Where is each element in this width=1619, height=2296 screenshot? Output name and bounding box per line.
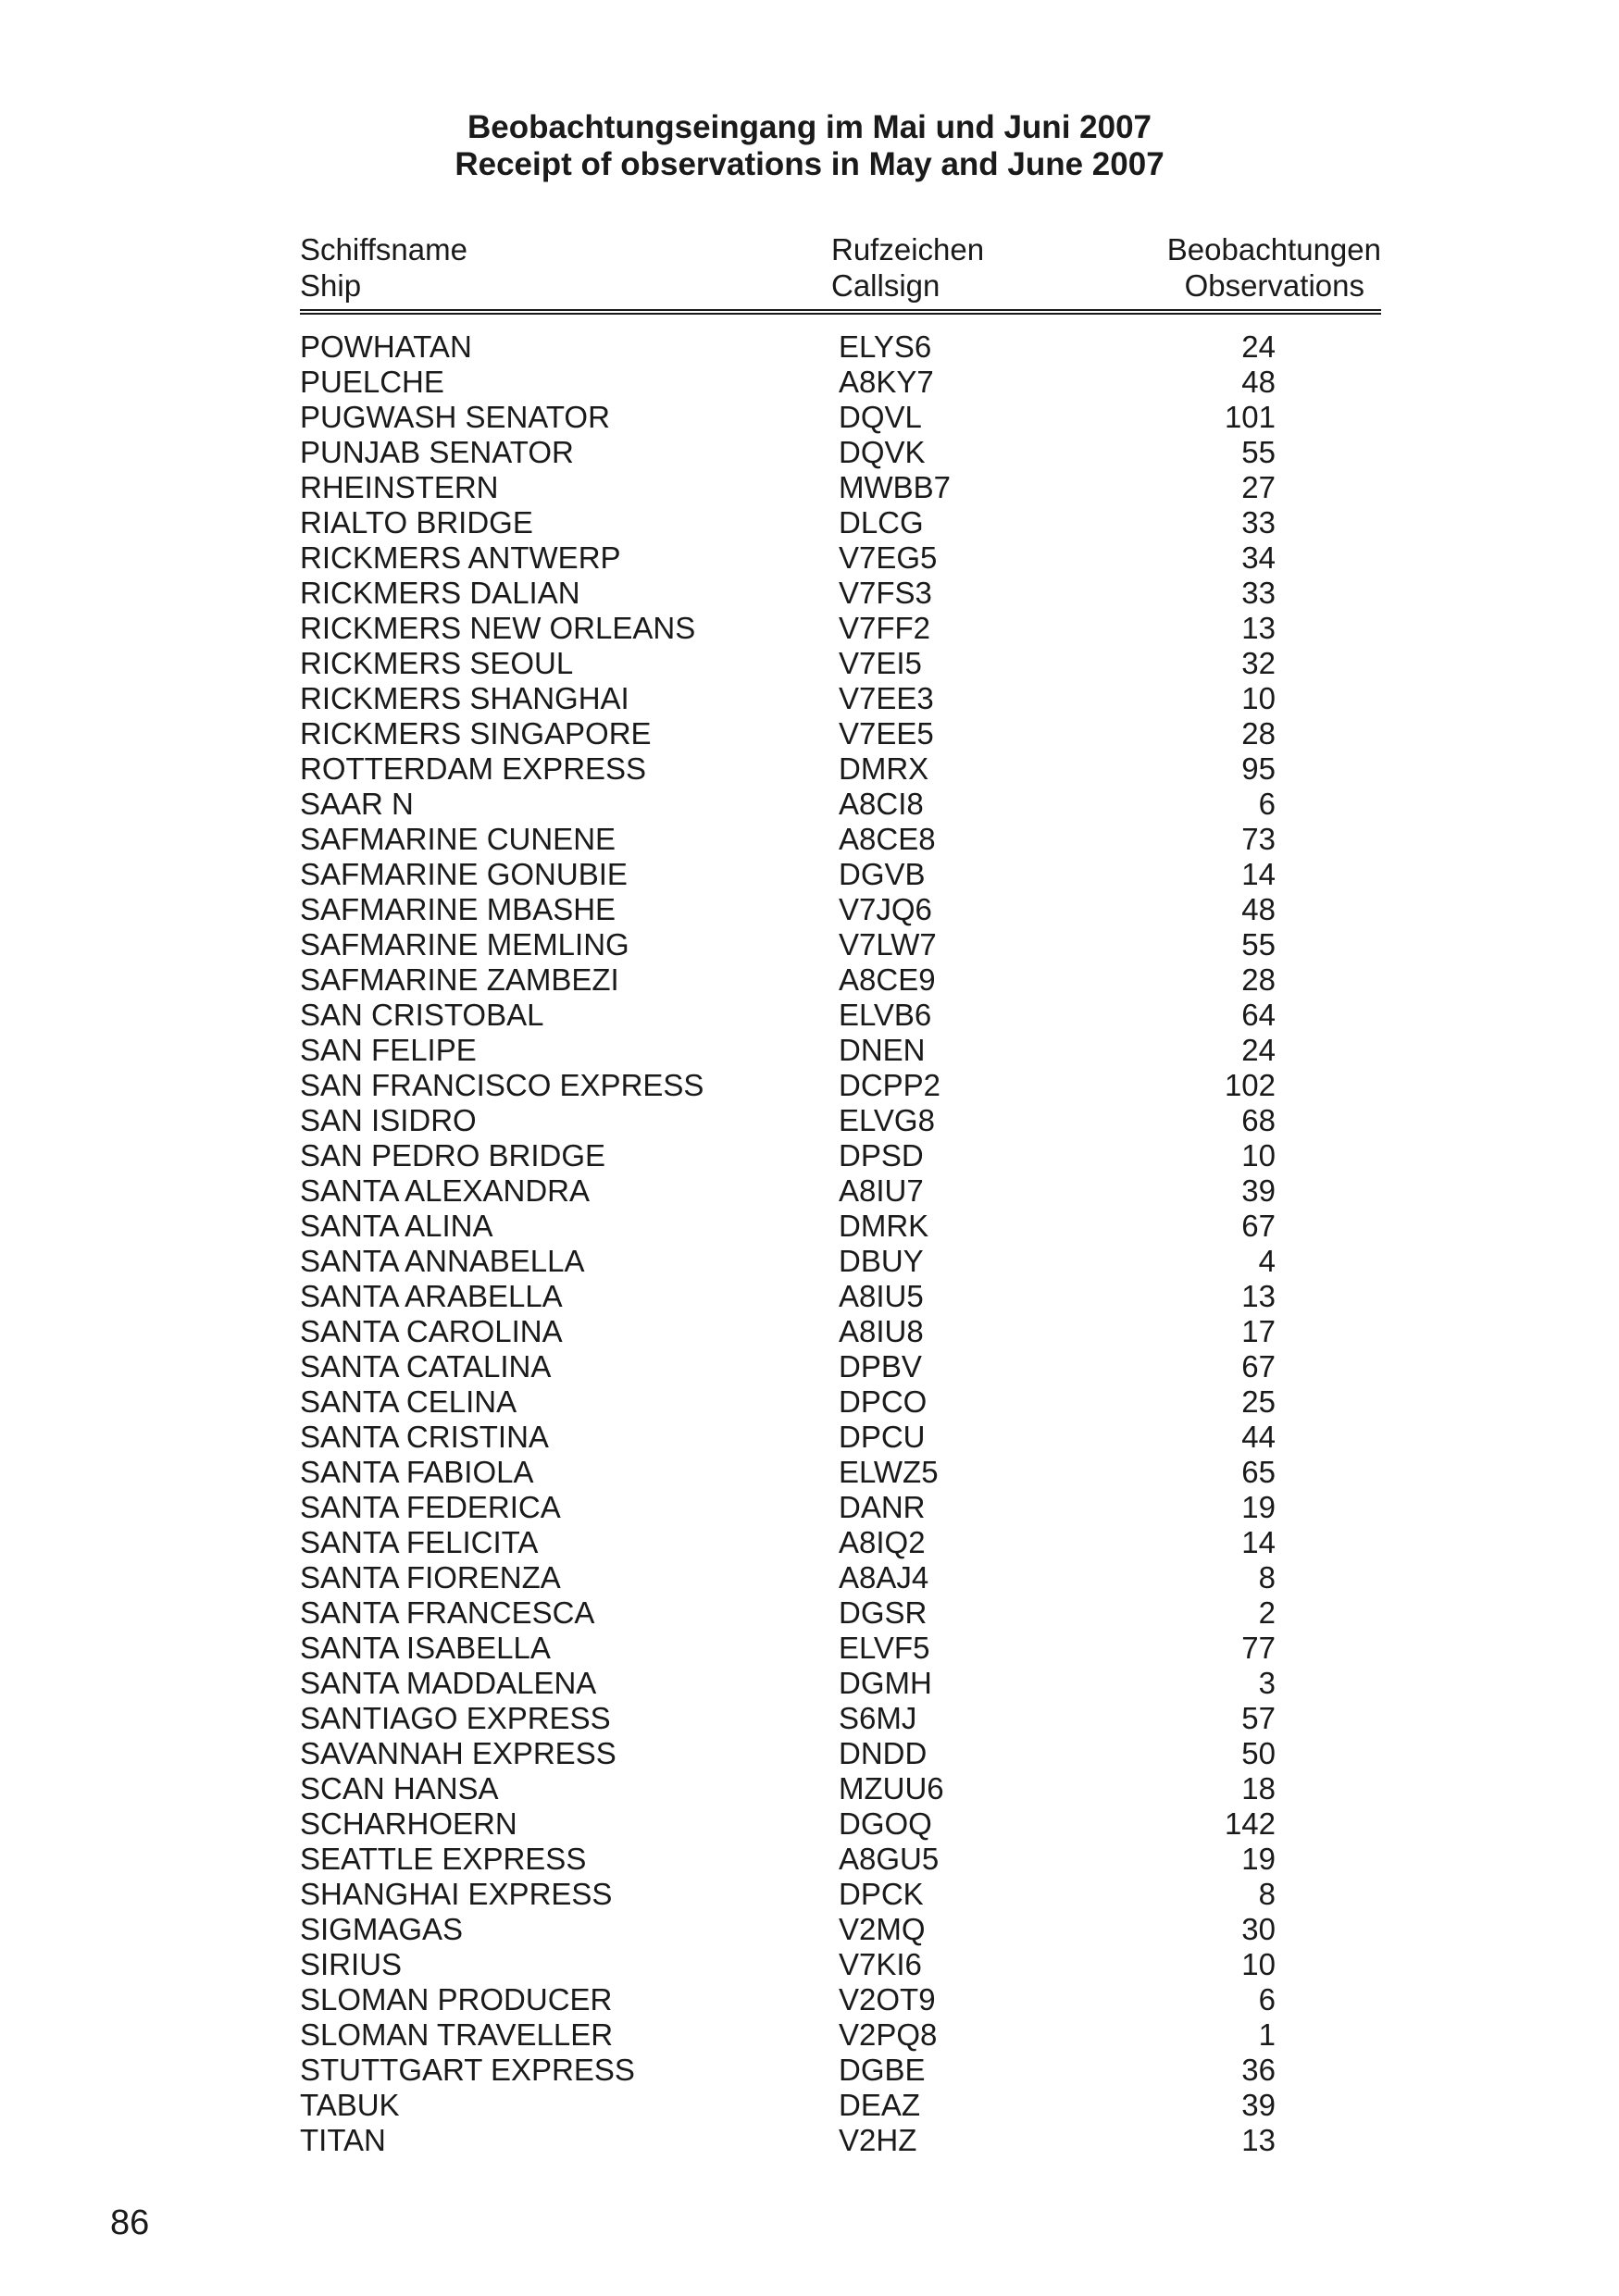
callsign-cell: DGVB bbox=[839, 857, 926, 891]
table-row bbox=[300, 1806, 1381, 1842]
callsign-cell: V7LW7 bbox=[839, 927, 937, 962]
table-row bbox=[300, 2017, 1381, 2053]
ship-name-cell: SANTA ANNABELLA bbox=[300, 1244, 585, 1278]
ship-name-cell: RICKMERS ANTWERP bbox=[300, 540, 621, 575]
table-row bbox=[300, 1736, 1381, 1771]
callsign-cell: A8CI8 bbox=[839, 787, 924, 821]
observations-cell: 19 bbox=[1241, 1490, 1276, 1524]
table-row bbox=[300, 787, 1381, 822]
table-row bbox=[300, 1138, 1381, 1173]
ship-name-cell: SANTA ISABELLA bbox=[300, 1631, 551, 1665]
callsign-cell: DCPP2 bbox=[839, 1068, 941, 1102]
observations-cell: 57 bbox=[1241, 1701, 1276, 1735]
header-row-german bbox=[300, 231, 1381, 267]
table-row bbox=[300, 1068, 1381, 1103]
observations-cell: 50 bbox=[1241, 1736, 1276, 1770]
table-row bbox=[300, 1420, 1381, 1455]
callsign-cell: DPBV bbox=[839, 1349, 922, 1384]
table-row bbox=[300, 1982, 1381, 2017]
ship-name-cell: SAFMARINE MEMLING bbox=[300, 927, 629, 962]
ship-name-cell: SANTA CELINA bbox=[300, 1384, 517, 1419]
callsign-cell: DGSR bbox=[839, 1595, 928, 1630]
callsign-cell: A8GU5 bbox=[839, 1842, 940, 1876]
observations-cell: 73 bbox=[1241, 822, 1276, 856]
callsign-cell: V2OT9 bbox=[839, 1982, 936, 2017]
ship-name-cell: PUELCHE bbox=[300, 365, 444, 399]
callsign-cell: A8CE8 bbox=[839, 822, 936, 856]
table-row bbox=[300, 1173, 1381, 1209]
table-row bbox=[300, 2123, 1381, 2158]
observations-cell: 13 bbox=[1241, 611, 1276, 645]
table-row bbox=[300, 822, 1381, 857]
callsign-cell: DEAZ bbox=[839, 2088, 921, 2122]
observations-cell: 2 bbox=[1258, 1595, 1276, 1630]
callsign-cell: DPSD bbox=[839, 1138, 924, 1173]
callsign-cell: V7KI6 bbox=[839, 1947, 922, 1981]
observations-cell: 27 bbox=[1241, 470, 1276, 504]
table-row bbox=[300, 2088, 1381, 2123]
observations-cell: 39 bbox=[1241, 1173, 1276, 1208]
table-row bbox=[300, 576, 1381, 611]
table-row bbox=[300, 1912, 1381, 1947]
table-row bbox=[300, 1947, 1381, 1982]
ship-name-cell: SAFMARINE CUNENE bbox=[300, 822, 616, 856]
callsign-cell: A8IU8 bbox=[839, 1314, 924, 1348]
callsign-cell: A8IU7 bbox=[839, 1173, 924, 1208]
callsign-cell: DQVL bbox=[839, 400, 922, 434]
observations-cell: 48 bbox=[1241, 365, 1276, 399]
ship-name-cell: SIGMAGAS bbox=[300, 1912, 464, 1946]
ship-name-cell: SANTIAGO EXPRESS bbox=[300, 1701, 611, 1735]
ship-name-cell: SANTA FIORENZA bbox=[300, 1560, 561, 1595]
observations-table bbox=[300, 231, 1381, 2158]
ship-name-cell: SIRIUS bbox=[300, 1947, 403, 1981]
observations-cell: 13 bbox=[1241, 2123, 1276, 2157]
ship-name-cell: SAN PEDRO BRIDGE bbox=[300, 1138, 606, 1173]
callsign-cell: V7EI5 bbox=[839, 646, 922, 680]
observations-cell: 48 bbox=[1241, 892, 1276, 926]
table-row bbox=[300, 962, 1381, 998]
callsign-cell: ELVG8 bbox=[839, 1103, 935, 1137]
observations-cell: 32 bbox=[1241, 646, 1276, 680]
table-row bbox=[300, 751, 1381, 787]
callsign-cell: DNDD bbox=[839, 1736, 928, 1770]
observations-cell: 1 bbox=[1258, 2017, 1276, 2052]
table-row bbox=[300, 998, 1381, 1033]
callsign-cell: DQVK bbox=[839, 435, 926, 469]
ship-name-cell: SANTA ALINA bbox=[300, 1209, 493, 1243]
header-callsign-en: Callsign bbox=[831, 268, 940, 303]
observations-cell: 14 bbox=[1241, 1525, 1276, 1559]
callsign-cell: A8AJ4 bbox=[839, 1560, 929, 1595]
table-row bbox=[300, 1560, 1381, 1595]
observations-cell: 13 bbox=[1241, 1279, 1276, 1313]
callsign-cell: ELYS6 bbox=[839, 329, 932, 364]
callsign-cell: V7FF2 bbox=[839, 611, 931, 645]
header-ship-de: Schiffsname bbox=[300, 232, 467, 267]
ship-name-cell: RIALTO BRIDGE bbox=[300, 505, 533, 540]
ship-name-cell: RHEINSTERN bbox=[300, 470, 499, 504]
observations-cell: 64 bbox=[1241, 998, 1276, 1032]
callsign-cell: V7EG5 bbox=[839, 540, 938, 575]
observations-cell: 34 bbox=[1241, 540, 1276, 575]
table-row bbox=[300, 857, 1381, 892]
ship-name-cell: SAN FELIPE bbox=[300, 1033, 477, 1067]
observations-cell: 142 bbox=[1224, 1806, 1276, 1841]
page-title-german: Beobachtungseingang im Mai und Juni 2007 bbox=[467, 109, 1152, 145]
ship-name-cell: RICKMERS DALIAN bbox=[300, 576, 580, 610]
ship-name-cell: SANTA ALEXANDRA bbox=[300, 1173, 591, 1208]
ship-name-cell: SANTA CRISTINA bbox=[300, 1420, 549, 1454]
table-row bbox=[300, 646, 1381, 681]
observations-cell: 101 bbox=[1224, 400, 1276, 434]
ship-name-cell: RICKMERS SHANGHAI bbox=[300, 681, 629, 715]
ship-name-cell: SCAN HANSA bbox=[300, 1771, 499, 1806]
ship-name-cell: SAFMARINE MBASHE bbox=[300, 892, 616, 926]
ship-name-cell: SEATTLE EXPRESS bbox=[300, 1842, 587, 1876]
callsign-cell: A8IQ2 bbox=[839, 1525, 926, 1559]
callsign-cell: V7EE3 bbox=[839, 681, 934, 715]
callsign-cell: MWBB7 bbox=[839, 470, 952, 504]
callsign-cell: DLCG bbox=[839, 505, 924, 540]
table-row bbox=[300, 1314, 1381, 1349]
table-row bbox=[300, 1033, 1381, 1068]
ship-name-cell: POWHATAN bbox=[300, 329, 472, 364]
ship-name-cell: SAVANNAH EXPRESS bbox=[300, 1736, 616, 1770]
ship-name-cell: TITAN bbox=[300, 2123, 386, 2157]
observations-cell: 65 bbox=[1241, 1455, 1276, 1489]
header-ship-en: Ship bbox=[300, 268, 362, 303]
callsign-cell: DPCU bbox=[839, 1420, 926, 1454]
ship-name-cell: RICKMERS NEW ORLEANS bbox=[300, 611, 696, 645]
table-row bbox=[300, 435, 1381, 470]
table-row bbox=[300, 365, 1381, 400]
observations-cell: 55 bbox=[1241, 927, 1276, 962]
table-row bbox=[300, 927, 1381, 962]
table-row bbox=[300, 505, 1381, 540]
observations-cell: 17 bbox=[1241, 1314, 1276, 1348]
callsign-cell: V2PQ8 bbox=[839, 2017, 938, 2052]
observations-cell: 67 bbox=[1241, 1349, 1276, 1384]
table-row bbox=[300, 1842, 1381, 1877]
callsign-cell: V7EE5 bbox=[839, 716, 934, 751]
callsign-cell: V7JQ6 bbox=[839, 892, 932, 926]
ship-name-cell: SANTA CAROLINA bbox=[300, 1314, 563, 1348]
observations-cell: 102 bbox=[1224, 1068, 1276, 1102]
observations-cell: 24 bbox=[1241, 1033, 1276, 1067]
table-row bbox=[300, 470, 1381, 505]
ship-name-cell: PUNJAB SENATOR bbox=[300, 435, 574, 469]
table-row bbox=[300, 1490, 1381, 1525]
observations-cell: 30 bbox=[1241, 1912, 1276, 1946]
observations-cell: 10 bbox=[1241, 1947, 1276, 1981]
ship-name-cell: SANTA MADDALENA bbox=[300, 1666, 597, 1700]
ship-name-cell: RICKMERS SEOUL bbox=[300, 646, 574, 680]
table-row bbox=[300, 1279, 1381, 1314]
observations-cell: 24 bbox=[1241, 329, 1276, 364]
table-row bbox=[300, 1384, 1381, 1420]
observations-cell: 68 bbox=[1241, 1103, 1276, 1137]
observations-cell: 4 bbox=[1258, 1244, 1276, 1278]
observations-cell: 10 bbox=[1241, 681, 1276, 715]
ship-name-cell: ROTTERDAM EXPRESS bbox=[300, 751, 647, 786]
observations-cell: 67 bbox=[1241, 1209, 1276, 1243]
callsign-cell: A8KY7 bbox=[839, 365, 934, 399]
observations-cell: 8 bbox=[1258, 1877, 1276, 1911]
table-row bbox=[300, 1631, 1381, 1666]
ship-name-cell: SANTA FABIOLA bbox=[300, 1455, 534, 1489]
ship-name-cell: PUGWASH SENATOR bbox=[300, 400, 610, 434]
ship-name-cell: SANTA ARABELLA bbox=[300, 1279, 563, 1313]
observations-cell: 19 bbox=[1241, 1842, 1276, 1876]
header-observations-de: Beobachtungen bbox=[1166, 232, 1381, 267]
table-row bbox=[300, 1103, 1381, 1138]
observations-cell: 28 bbox=[1241, 716, 1276, 751]
callsign-cell: DGOQ bbox=[839, 1806, 932, 1841]
ship-name-cell: TABUK bbox=[300, 2088, 400, 2122]
observations-cell: 36 bbox=[1241, 2053, 1276, 2087]
ship-name-cell: SHANGHAI EXPRESS bbox=[300, 1877, 613, 1911]
table-row bbox=[300, 329, 1381, 365]
callsign-cell: DBUY bbox=[839, 1244, 924, 1278]
observations-cell: 6 bbox=[1258, 787, 1276, 821]
table-row bbox=[300, 1666, 1381, 1701]
table-body bbox=[300, 329, 1381, 2158]
header-observations-en: Observations bbox=[1184, 268, 1364, 303]
page-title-english: Receipt of observations in May and June 2007 bbox=[455, 146, 1164, 182]
table-row bbox=[300, 611, 1381, 646]
observations-cell: 10 bbox=[1241, 1138, 1276, 1173]
callsign-cell: A8CE9 bbox=[839, 962, 936, 997]
callsign-cell: ELVF5 bbox=[839, 1631, 930, 1665]
ship-name-cell: SAAR N bbox=[300, 787, 414, 821]
observations-cell: 6 bbox=[1258, 1982, 1276, 2017]
observations-cell: 3 bbox=[1258, 1666, 1276, 1700]
table-row bbox=[300, 1525, 1381, 1560]
ship-name-cell: SLOMAN TRAVELLER bbox=[300, 2017, 614, 2052]
callsign-cell: DPCK bbox=[839, 1877, 924, 1911]
table-row bbox=[300, 400, 1381, 435]
callsign-cell: V2HZ bbox=[839, 2123, 917, 2157]
observations-cell: 33 bbox=[1241, 505, 1276, 540]
table-row bbox=[300, 1771, 1381, 1806]
observations-cell: 55 bbox=[1241, 435, 1276, 469]
table-row bbox=[300, 892, 1381, 927]
callsign-cell: DMRX bbox=[839, 751, 929, 786]
observations-cell: 25 bbox=[1241, 1384, 1276, 1419]
header-row-english bbox=[300, 267, 1381, 304]
table-row bbox=[300, 1244, 1381, 1279]
table-row bbox=[300, 1349, 1381, 1384]
callsign-cell: DPCO bbox=[839, 1384, 928, 1419]
callsign-cell: DGMH bbox=[839, 1666, 932, 1700]
callsign-cell: DMRK bbox=[839, 1209, 929, 1243]
callsign-cell: ELVB6 bbox=[839, 998, 932, 1032]
ship-name-cell: SANTA FRANCESCA bbox=[300, 1595, 595, 1630]
ship-name-cell: SAFMARINE ZAMBEZI bbox=[300, 962, 619, 997]
callsign-cell: S6MJ bbox=[839, 1701, 917, 1735]
ship-name-cell: RICKMERS SINGAPORE bbox=[300, 716, 652, 751]
observations-cell: 39 bbox=[1241, 2088, 1276, 2122]
observations-cell: 14 bbox=[1241, 857, 1276, 891]
ship-name-cell: SANTA FELICITA bbox=[300, 1525, 539, 1559]
observations-cell: 8 bbox=[1258, 1560, 1276, 1595]
table-row bbox=[300, 716, 1381, 751]
ship-name-cell: SANTA FEDERICA bbox=[300, 1490, 561, 1524]
table-row bbox=[300, 1595, 1381, 1631]
table-row bbox=[300, 1455, 1381, 1490]
callsign-cell: V2MQ bbox=[839, 1912, 926, 1946]
page-number: 86 bbox=[110, 2203, 150, 2242]
observations-cell: 95 bbox=[1241, 751, 1276, 786]
ship-name-cell: SAN CRISTOBAL bbox=[300, 998, 544, 1032]
table-row bbox=[300, 540, 1381, 576]
ship-name-cell: SAN FRANCISCO EXPRESS bbox=[300, 1068, 704, 1102]
callsign-cell: ELWZ5 bbox=[839, 1455, 939, 1489]
header-callsign-de: Rufzeichen bbox=[831, 232, 985, 267]
observations-cell: 18 bbox=[1241, 1771, 1276, 1806]
callsign-cell: MZUU6 bbox=[839, 1771, 944, 1806]
observations-cell: 28 bbox=[1241, 962, 1276, 997]
ship-name-cell: SAFMARINE GONUBIE bbox=[300, 857, 628, 891]
table-row bbox=[300, 1209, 1381, 1244]
callsign-cell: DNEN bbox=[839, 1033, 926, 1067]
ship-name-cell: SCHARHOERN bbox=[300, 1806, 517, 1841]
callsign-cell: DANR bbox=[839, 1490, 926, 1524]
observations-cell: 77 bbox=[1241, 1631, 1276, 1665]
table-row bbox=[300, 2053, 1381, 2088]
callsign-cell: DGBE bbox=[839, 2053, 926, 2087]
ship-name-cell: SAN ISIDRO bbox=[300, 1103, 477, 1137]
callsign-cell: V7FS3 bbox=[839, 576, 932, 610]
observations-cell: 33 bbox=[1241, 576, 1276, 610]
ship-name-cell: SLOMAN PRODUCER bbox=[300, 1982, 613, 2017]
table-row bbox=[300, 1701, 1381, 1736]
ship-name-cell: SANTA CATALINA bbox=[300, 1349, 552, 1384]
observations-cell: 44 bbox=[1241, 1420, 1276, 1454]
table-row bbox=[300, 681, 1381, 716]
ship-name-cell: STUTTGART EXPRESS bbox=[300, 2053, 635, 2087]
table-row bbox=[300, 1877, 1381, 1912]
callsign-cell: A8IU5 bbox=[839, 1279, 924, 1313]
header-double-rule bbox=[300, 309, 1381, 315]
